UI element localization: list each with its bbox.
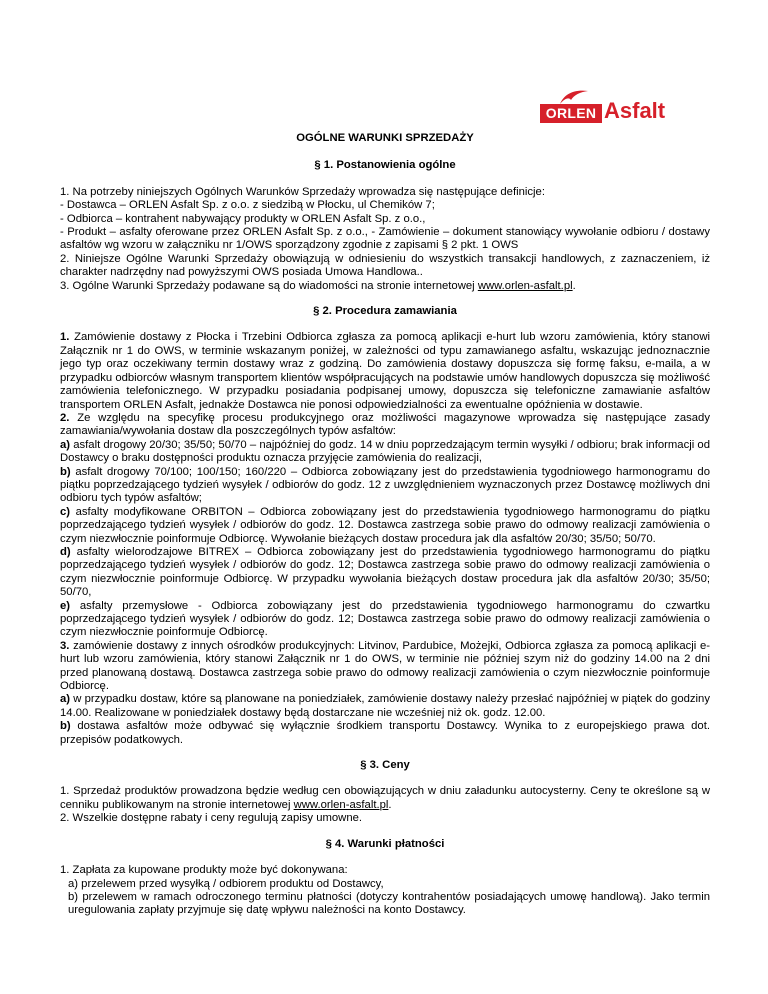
s2-point-2b: b) asfalt drogowy 70/100; 100/150; 160/220 – Odbiorca zobowiązany jest do przedstawienia tygodniowego harmonogramu do piątku poprzedzającego tydzień wysyłek / odbiorów do godz. 12 z uwzględnieniem wyznaczonych przez Dostawcę możliwych dni odbioru tych typów asfaltów; <box>60 465 710 505</box>
s4-point-1b: b) przelewem w ramach odroczonego terminu płatności (dotyczy kontrahentów posiadających umowę handlową). Jako termin uregulowania zapłaty przyjmuje się datę wpływu należności na konto Dostawcy. <box>68 890 710 917</box>
asfalt-wordmark: Asfalt <box>604 98 666 123</box>
section-1-heading: § 1. Postanowienia ogólne <box>314 159 456 172</box>
s3-point-1: 1. Sprzedaż produktów prowadzona będzie według cen obowiązujących w dniu załadunku autocysterny. Ceny te określone są w cenniku publikowanym na stronie internetowej www.orlen-asfalt.pl. <box>60 785 710 811</box>
website-link[interactable]: www.orlen-asfalt.pl <box>477 279 573 292</box>
s2-point-3b: b) dostawa asfaltów może odbywać się wyłącznie środkiem transportu Dostawcy. Wynika to z europejskiego prawa dot. przepisów podatkowych. <box>60 720 710 746</box>
s2-point-2d: d) asfalty wielorodzajowe BITREX – Odbiorca zobowiązany jest do przedstawienia tygodniowego harmonogramu do piątku poprzedzającego tydzień wysyłek / odbiorów do godz. 12; Dostawca zastrzega sobie prawo do odmowy realizacji zamówienia o czym niezwłocznie poinformuje Odbiorcę. W przypadku wywołania bieżących dostaw procedura jak dla asfaltów 20/30; 35/50; 50/70, <box>60 545 710 599</box>
website-link-2[interactable]: www.orlen-asfalt.pl <box>293 798 389 811</box>
section-4-heading: § 4. Warunki płatności <box>325 837 445 850</box>
s1-def-odbiorca: - Odbiorca – kontrahent nabywający produkty w ORLEN Asfalt Sp. z o.o., <box>60 212 426 225</box>
s4-point-1a: a) przelewem przed wysyłką / odbiorem produktu od Dostawcy, <box>68 877 384 890</box>
s1-def-produkt: - Produkt – asfalty oferowane przez ORLEN Asfalt Sp. z o.o., - Zamówienie – dokument stanowiący wywołanie odbioru / dostawy asfaltów wg wzoru w załączniku nr 1/OWS sporządzony zgodnie z zapisami § 2 pkt. 1 OWS <box>60 226 710 252</box>
s4-point-1: 1. Zapłata za kupowane produkty może być dokonywana: <box>60 864 348 877</box>
s1-intro: 1. Na potrzeby niniejszych Ogólnych Warunków Sprzedaży wprowadza się następujące definicje: <box>60 185 545 198</box>
orlen-asfalt-logo <box>540 90 666 124</box>
s2-point-2a: a) asfalt drogowy 20/30; 35/50; 50/70 – najpóźniej do godz. 14 w dniu poprzedzającym termin wysyłki / odbioru; brak informacji od Dostawcy o braku dostępności produktu oznacza przyjęcie zamówienia do realizacji, <box>60 438 710 465</box>
section-2-heading: § 2. Procedura zamawiania <box>313 305 457 318</box>
section-3-heading: § 3. Ceny <box>360 759 410 772</box>
s1-def-dostawca: - Dostawca – ORLEN Asfalt Sp. z o.o. z siedzibą w Płocku, ul Chemików 7; <box>60 199 435 212</box>
document-body <box>60 132 710 918</box>
s2-point-3: 3. zamówienie dostawy z innych ośrodków produkcyjnych: Litvinov, Pardubice, Możejki, Odbiorca zgłasza za pomocą aplikacji e-hurt lub wzoru zamówienia, który stanowi Załącznik nr 1 do OWS, w terminie nie później szym niż do godziny 14.00 na 2 dni przed planowaną dostawą. Dostawca zastrzega sobie prawo do odmowy realizacji zamówienia o czym niezwłocznie poinformuje Odbiorcę. <box>60 639 710 693</box>
orlen-brand: ORLEN <box>540 104 602 123</box>
s3-point-2: 2. Wszelkie dostępne rabaty i ceny regulują zapisy umowne. <box>60 812 363 825</box>
s2-point-3a: a) w przypadku dostaw, które są planowane na poniedziałek, zamówienie dostawy należy przesłać najpóźniej w piątek do godziny 14.00. Realizowane w poniedziałek dostawy będą dostarczane nie wcześniej niż ok. godz. 12.00. <box>60 693 710 719</box>
s2-point-2e: e) asfalty przemysłowe - Odbiorca zobowiązany jest do przedstawienia tygodniowego harmonogramu do czwartku poprzedzającego tydzień wysyłek / odbiorów do godz. 12; Dostawca zastrzega sobie prawo do odmowy realizacji zamówienia o czym niezwłocznie poinformuje Odbiorcę. <box>60 599 710 639</box>
s1-point-2: 2. Niniejsze Ogólne Warunki Sprzedaży obowiązują w odniesieniu do wszystkich transakcji handlowych, z zaznaczeniem, iż charakter nadrzędny nad powyższymi OWS posiada Umowa Handlowa.. <box>60 252 710 279</box>
document-title: OGÓLNE WARUNKI SPRZEDAŻY <box>296 132 474 144</box>
s2-point-2c: c) asfalty modyfikowane ORBITON – Odbiorca zobowiązany jest do przedstawienia tygodniowego harmonogramu do piątku poprzedzającego tydzień wysyłek / odbiorów do godz. 12. Dostawca zastrzega sobie prawo do odmowy realizacji zamówienia o czym niezwłocznie poinformuje Odbiorcę. Wywołanie bieżących dostaw procedura jak dla asfaltów 20/30; 35/50; 50/70. <box>60 505 710 545</box>
s2-point-1: 1. Zamówienie dostawy z Płocka i Trzebini Odbiorca zgłasza za pomocą aplikacji e-hurt lub wzoru zamówienia, który stanowi Załącznik nr 1 do OWS, w terminie wskazanym poniżej, w zależności od typu zamawianego asfaltu, wskazując jednoznacznie jego typ oraz oczekiwany termin dostawy wraz z godziną. Do zamówienia dostawy dopuszcza się formę faksu, e-maila, a w przypadku odbiorców własnym transportem klientów współpracujących na podstawie umów handlowych dopuszcza się możliwość zamówienia telefonicznego. W przypadku posiadania podpisanej umowy, dopuszcza się telefoniczne zamawianie asfaltów transportem ORLEN Asfalt, jednakże Dostawca nie ponosi odpowiedzialności za ewentualne opóźnienia w dostawie. <box>60 331 710 411</box>
s2-point-2: 2. Ze względu na specyfikę procesu produkcyjnego oraz możliwości magazynowe wprowadza się następujące zasady zamawiania/wywołania dostaw dla poszczególnych typów asfaltów: <box>60 411 710 438</box>
s1-point-3: 3. Ogólne Warunki Sprzedaży podawane są do wiadomości na stronie internetowej www.orlen-asfalt.pl. <box>60 279 576 292</box>
